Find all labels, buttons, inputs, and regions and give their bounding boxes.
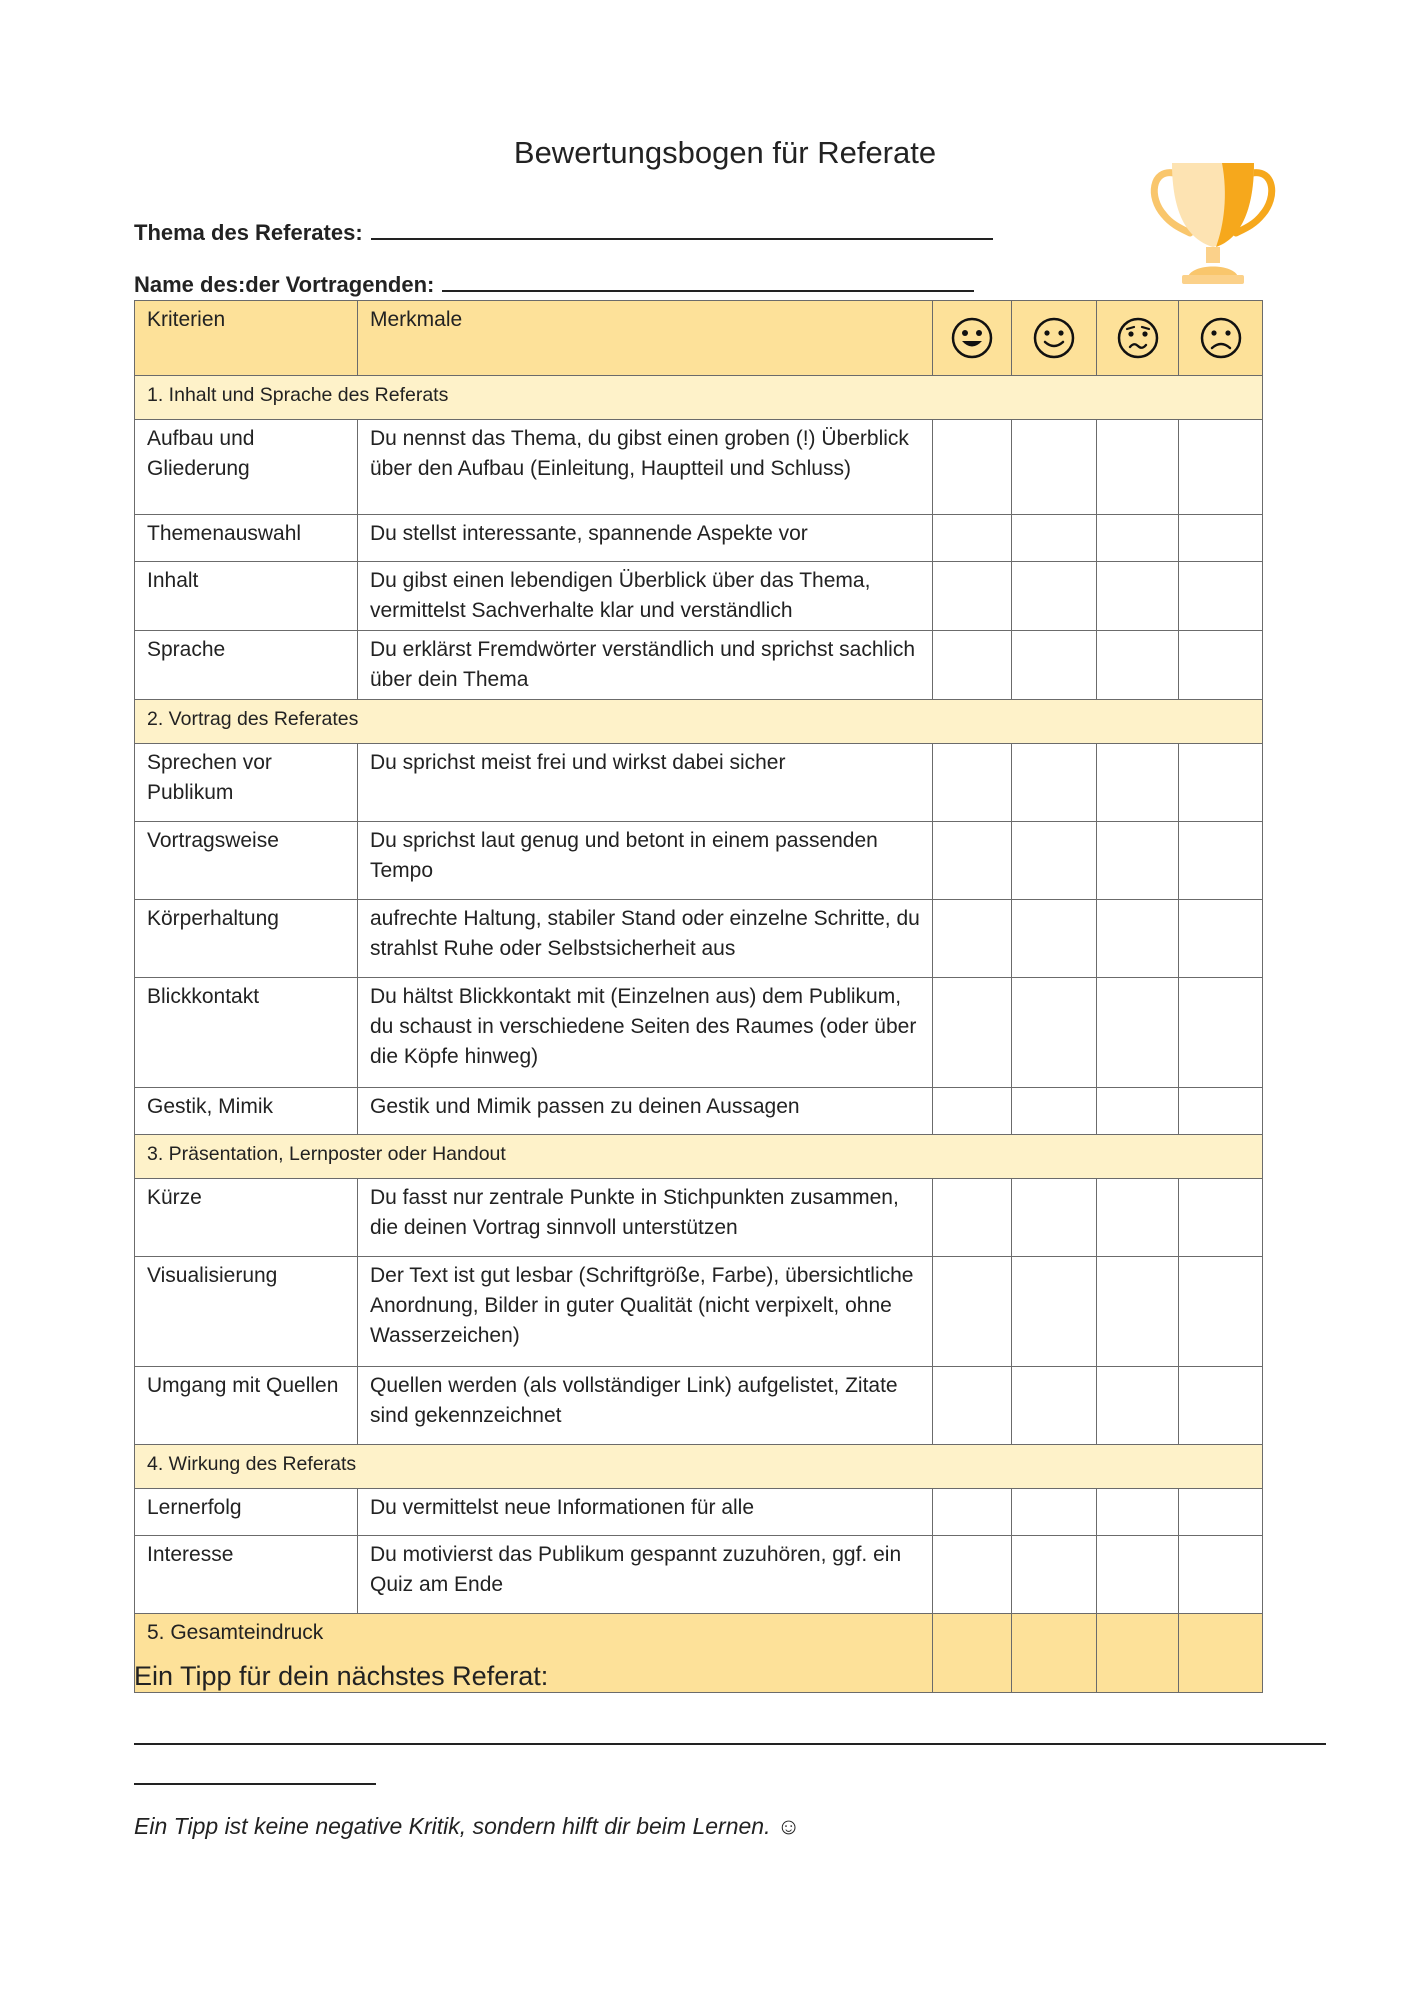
criterion-row — [135, 562, 1263, 631]
rating-cell-1[interactable] — [933, 420, 1012, 515]
tip-writing-line-2[interactable] — [134, 1783, 376, 1785]
feature-text: Du stellst interessante, spannende Aspekte vor — [358, 515, 933, 562]
rating-cell-3[interactable] — [1097, 978, 1179, 1088]
criterion-row — [135, 515, 1263, 562]
header-criteria: Kriterien — [135, 301, 358, 376]
rating-cell-3[interactable] — [1097, 1179, 1179, 1257]
rating-cell-2[interactable] — [1012, 515, 1097, 562]
criterion-row — [135, 1367, 1263, 1445]
rating-cell-2[interactable] — [1012, 631, 1097, 700]
section-title: 4. Wirkung des Referats — [135, 1445, 1263, 1489]
rating-cell-4[interactable] — [1179, 822, 1263, 900]
criterion-row — [135, 744, 1263, 822]
rating-cell-2[interactable] — [1012, 1489, 1097, 1536]
criterion-row — [135, 1489, 1263, 1536]
header-features: Merkmale — [358, 301, 933, 376]
criterion-label: Kürze — [135, 1179, 358, 1257]
very-happy-face-icon — [950, 316, 994, 360]
frown-face-icon — [1199, 316, 1243, 360]
rating-cell-4[interactable] — [1179, 1179, 1263, 1257]
rating-table — [134, 300, 1263, 1693]
criterion-label: Körperhaltung — [135, 900, 358, 978]
rating-cell-1[interactable] — [933, 1489, 1012, 1536]
section-row — [135, 376, 1263, 420]
rating-cell-4[interactable] — [1179, 1257, 1263, 1367]
total-rating-cell-4[interactable] — [1179, 1614, 1263, 1693]
section-row — [135, 700, 1263, 744]
rating-cell-2[interactable] — [1012, 900, 1097, 978]
criterion-label: Inhalt — [135, 562, 358, 631]
criterion-label: Aufbau und Gliederung — [135, 420, 358, 515]
criterion-row — [135, 1088, 1263, 1135]
feature-text: Du fasst nur zentrale Punkte in Stichpunkten zusammen, die deinen Vortrag sinnvoll unterstützen — [358, 1179, 933, 1257]
criterion-label: Lernerfolg — [135, 1489, 358, 1536]
name-field — [134, 270, 974, 298]
rating-cell-4[interactable] — [1179, 420, 1263, 515]
header-rating-3 — [1097, 301, 1179, 376]
feature-text: Der Text ist gut lesbar (Schriftgröße, Farbe), übersichtliche Anordnung, Bilder in guter Qualität (nicht verpixelt, ohne Wasserzeichen) — [358, 1257, 933, 1367]
rating-cell-3[interactable] — [1097, 1088, 1179, 1135]
table-header-row — [135, 301, 1263, 376]
criterion-label: Visualisierung — [135, 1257, 358, 1367]
criterion-row — [135, 631, 1263, 700]
rating-cell-1[interactable] — [933, 562, 1012, 631]
header-rating-1 — [933, 301, 1012, 376]
rating-cell-3[interactable] — [1097, 900, 1179, 978]
rating-cell-1[interactable] — [933, 744, 1012, 822]
header-rating-2 — [1012, 301, 1097, 376]
rating-cell-3[interactable] — [1097, 1257, 1179, 1367]
rating-cell-4[interactable] — [1179, 631, 1263, 700]
tip-writing-line[interactable] — [134, 1743, 1326, 1745]
rating-cell-3[interactable] — [1097, 744, 1179, 822]
feature-text: Du sprichst laut genug und betont in einem passenden Tempo — [358, 822, 933, 900]
rating-cell-1[interactable] — [933, 1179, 1012, 1257]
rating-cell-4[interactable] — [1179, 1536, 1263, 1614]
trophy-icon — [1148, 155, 1278, 287]
feature-text: aufrechte Haltung, stabiler Stand oder einzelne Schritte, du strahlst Ruhe oder Selbstsicherheit aus — [358, 900, 933, 978]
rating-cell-1[interactable] — [933, 900, 1012, 978]
criterion-label: Vortragsweise — [135, 822, 358, 900]
name-input-line[interactable] — [442, 270, 974, 292]
criterion-label: Sprache — [135, 631, 358, 700]
criterion-row — [135, 1257, 1263, 1367]
header-rating-4 — [1179, 301, 1263, 376]
rating-cell-3[interactable] — [1097, 1489, 1179, 1536]
rating-cell-1[interactable] — [933, 1536, 1012, 1614]
rating-cell-4[interactable] — [1179, 900, 1263, 978]
feature-text: Du gibst einen lebendigen Überblick über das Thema, vermittelst Sachverhalte klar und verständlich — [358, 562, 933, 631]
page-title: Bewertungsbogen für Referate — [513, 135, 937, 170]
feature-text: Du vermittelst neue Informationen für alle — [358, 1489, 933, 1536]
total-rating-cell-2[interactable] — [1012, 1614, 1097, 1693]
rating-cell-4[interactable] — [1179, 515, 1263, 562]
rating-cell-1[interactable] — [933, 631, 1012, 700]
total-rating-cell-3[interactable] — [1097, 1614, 1179, 1693]
section-title: 1. Inhalt und Sprache des Referats — [135, 376, 1263, 420]
feature-text: Gestik und Mimik passen zu deinen Aussagen — [358, 1088, 933, 1135]
rating-cell-2[interactable] — [1012, 1257, 1097, 1367]
section-title: 2. Vortrag des Referates — [135, 700, 1263, 744]
rating-cell-2[interactable] — [1012, 822, 1097, 900]
rating-cell-3[interactable] — [1097, 631, 1179, 700]
feature-text: Du erklärst Fremdwörter verständlich und sprichst sachlich über dein Thema — [358, 631, 933, 700]
worried-face-icon — [1116, 316, 1160, 360]
rating-cell-3[interactable] — [1097, 515, 1179, 562]
footer-note: Ein Tipp ist keine negative Kritik, sondern hilft dir beim Lernen. ☺ — [134, 1813, 801, 1839]
rating-cell-1[interactable] — [933, 822, 1012, 900]
total-label: 5. Gesamteindruck — [135, 1614, 933, 1693]
feature-text: Du sprichst meist frei und wirkst dabei sicher — [358, 744, 933, 822]
rating-cell-4[interactable] — [1179, 1367, 1263, 1445]
rating-cell-3[interactable] — [1097, 1536, 1179, 1614]
tip-label: Ein Tipp für dein nächstes Referat: — [134, 1661, 549, 1691]
smile-face-icon — [1032, 316, 1076, 360]
rating-cell-2[interactable] — [1012, 1367, 1097, 1445]
rating-cell-3[interactable] — [1097, 562, 1179, 631]
total-rating-cell-1[interactable] — [933, 1614, 1012, 1693]
rating-cell-3[interactable] — [1097, 822, 1179, 900]
feature-text: Du hältst Blickkontakt mit (Einzelnen aus) dem Publikum, du schaust in verschiedene Seiten des Raumes (oder über die Köpfe hinweg) — [358, 978, 933, 1088]
criterion-label: Umgang mit Quellen — [135, 1367, 358, 1445]
feature-text: Du motivierst das Publikum gespannt zuzuhören, ggf. ein Quiz am Ende — [358, 1536, 933, 1614]
criterion-row — [135, 900, 1263, 978]
topic-input-line[interactable] — [371, 218, 993, 240]
rating-cell-2[interactable] — [1012, 1179, 1097, 1257]
criterion-row — [135, 978, 1263, 1088]
rating-cell-1[interactable] — [933, 978, 1012, 1088]
criterion-label: Themenauswahl — [135, 515, 358, 562]
criterion-label: Blickkontakt — [135, 978, 358, 1088]
rating-cell-4[interactable] — [1179, 1088, 1263, 1135]
rating-cell-2[interactable] — [1012, 562, 1097, 631]
section-title: 3. Präsentation, Lernposter oder Handout — [135, 1135, 1263, 1179]
rating-cell-2[interactable] — [1012, 978, 1097, 1088]
feature-text: Quellen werden (als vollständiger Link) aufgelistet, Zitate sind gekennzeichnet — [358, 1367, 933, 1445]
rating-cell-1[interactable] — [933, 1088, 1012, 1135]
rating-cell-2[interactable] — [1012, 744, 1097, 822]
criterion-row — [135, 822, 1263, 900]
rating-cell-1[interactable] — [933, 515, 1012, 562]
rating-cell-1[interactable] — [933, 1367, 1012, 1445]
rating-cell-4[interactable] — [1179, 562, 1263, 631]
criterion-label: Gestik, Mimik — [135, 1088, 358, 1135]
rating-cell-2[interactable] — [1012, 420, 1097, 515]
name-label: Name des:der Vortragenden: — [134, 272, 435, 297]
rating-cell-4[interactable] — [1179, 978, 1263, 1088]
topic-field — [134, 218, 993, 246]
rating-cell-4[interactable] — [1179, 1489, 1263, 1536]
section-row — [135, 1445, 1263, 1489]
topic-label: Thema des Referates: — [134, 220, 363, 245]
rating-cell-2[interactable] — [1012, 1536, 1097, 1614]
section-row — [135, 1135, 1263, 1179]
rating-cell-2[interactable] — [1012, 1088, 1097, 1135]
rating-cell-3[interactable] — [1097, 1367, 1179, 1445]
rating-cell-3[interactable] — [1097, 420, 1179, 515]
rating-cell-4[interactable] — [1179, 744, 1263, 822]
rating-cell-1[interactable] — [933, 1257, 1012, 1367]
criterion-row — [135, 1536, 1263, 1614]
criterion-row — [135, 1179, 1263, 1257]
criterion-label: Sprechen vor Publikum — [135, 744, 358, 822]
criterion-row — [135, 420, 1263, 515]
feature-text: Du nennst das Thema, du gibst einen groben (!) Überblick über den Aufbau (Einleitung, Hauptteil und Schluss) — [358, 420, 933, 515]
criterion-label: Interesse — [135, 1536, 358, 1614]
